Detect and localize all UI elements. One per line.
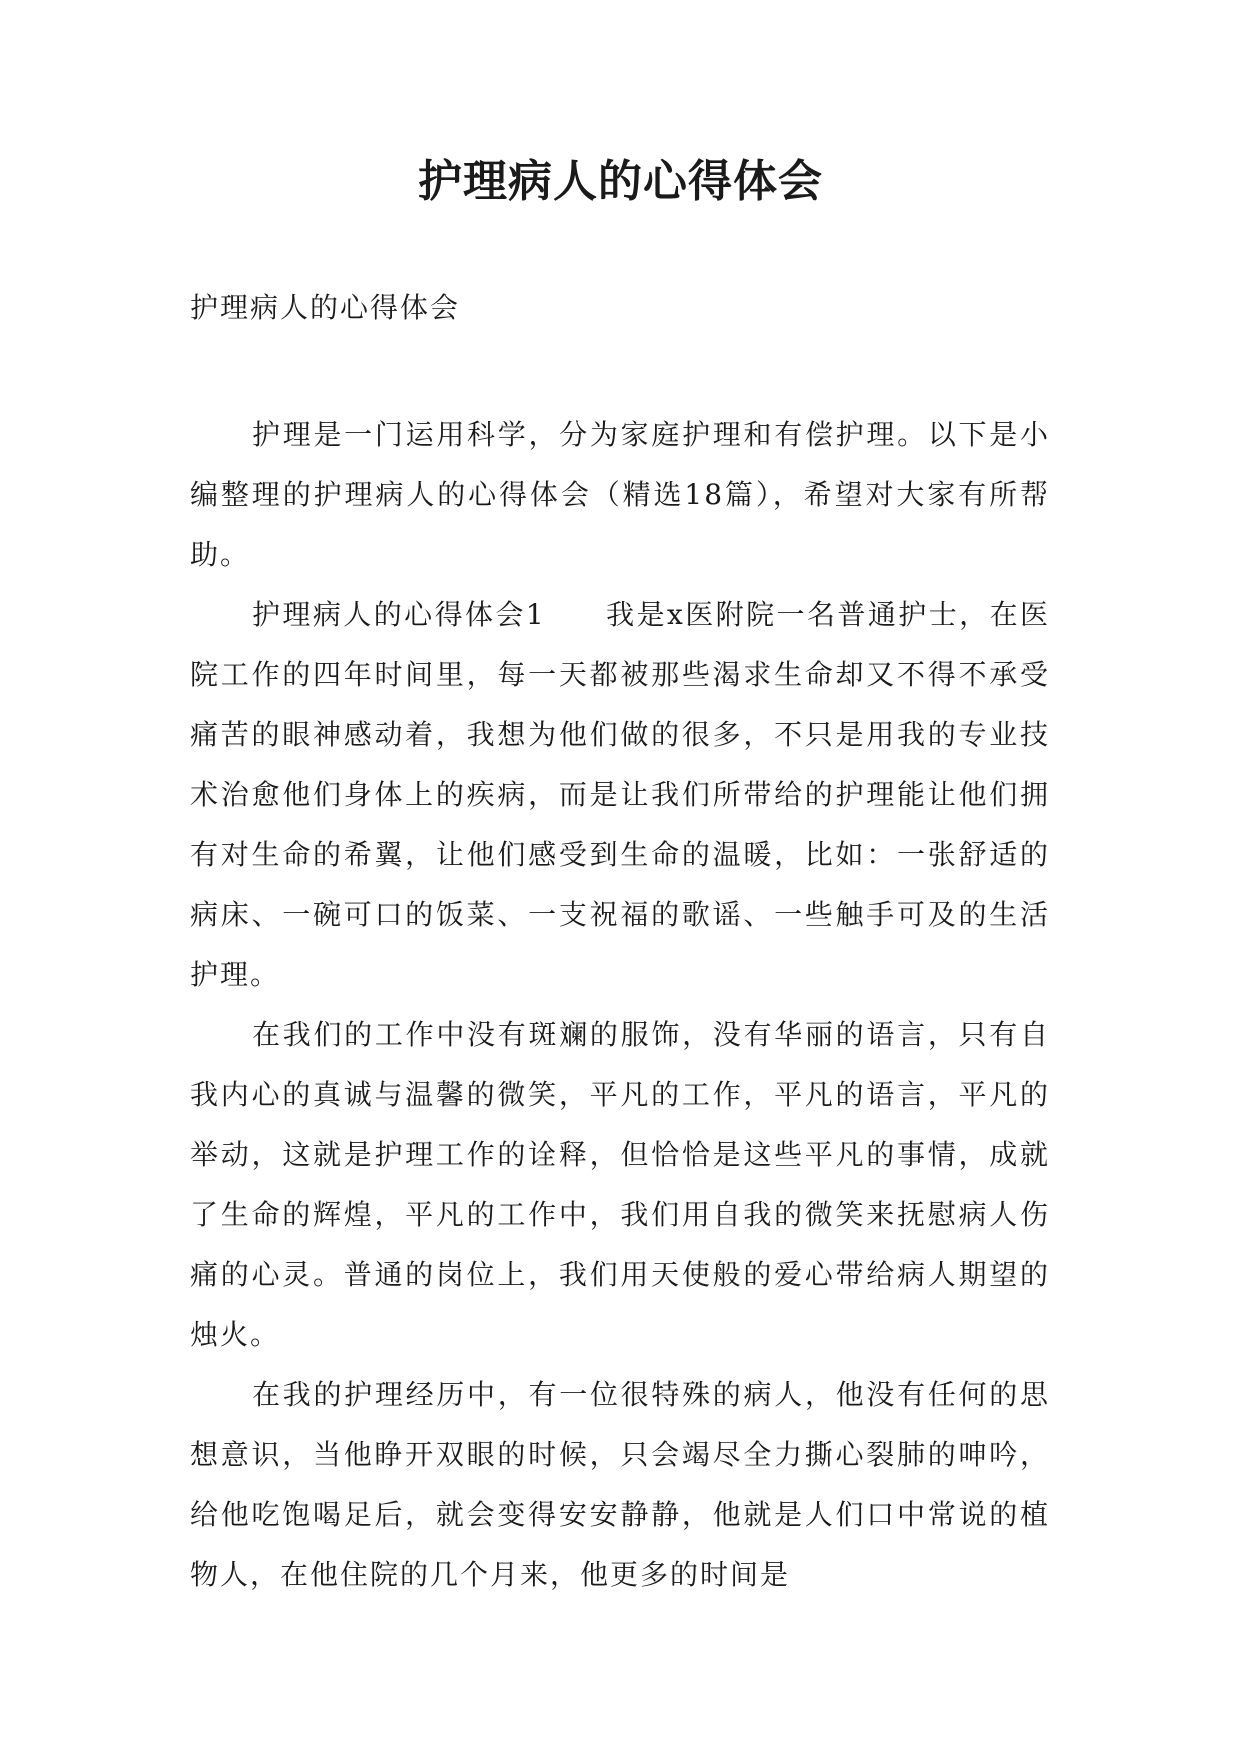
section-1-text: 我是x医附院一名普通护士，在医院工作的四年时间里，每一天都被那些渴求生命却又不得不承受痛苦的眼神感动着，我想为他们做的很多，不只是用我的专业技术治愈他们身体上的疾病，而是让我们所带给的护理能让他们拥有对生命的希翼，让他们感受到生命的温暖，比如：一张舒适的病床、一碗可口的饭菜、一支祝福的歌谣、一些触手可及的生活护理。 bbox=[190, 598, 1050, 991]
body-paragraph: 在我的护理经历中，有一位很特殊的病人，他没有任何的思想意识，当他睁开双眼的时候，只会竭尽全力撕心裂肺的呻吟，给他吃饱喝足后，就会变得安安静静，他就是人们口中常说的植物人，在他住院的几个月来，他更多的时间是 bbox=[190, 1378, 1050, 1591]
intro-paragraph: 护理是一门运用科学，分为家庭护理和有偿护理。以下是小编整理的护理病人的心得体会（精选18篇），希望对大家有所帮助。 bbox=[190, 418, 1050, 571]
body-paragraph: 在我们的工作中没有斑斓的服饰，没有华丽的语言，只有自我内心的真诚与温馨的微笑，平凡的工作，平凡的语言，平凡的举动，这就是护理工作的诠释，但恰恰是这些平凡的事情，成就了生命的辉煌，平凡的工作中，我们用自我的微笑来抚慰病人伤痛的心灵。普通的岗位上，我们用天使般的爱心带给病人期望的烛火。 bbox=[190, 1018, 1050, 1351]
document-subtitle: 护理病人的心得体会 bbox=[190, 291, 461, 324]
section-1-heading: 护理病人的心得体会1 bbox=[252, 598, 546, 631]
document-title: 护理病人的心得体会 bbox=[418, 156, 823, 207]
section-1-paragraph bbox=[190, 585, 1050, 1005]
document-body bbox=[190, 405, 1050, 1605]
